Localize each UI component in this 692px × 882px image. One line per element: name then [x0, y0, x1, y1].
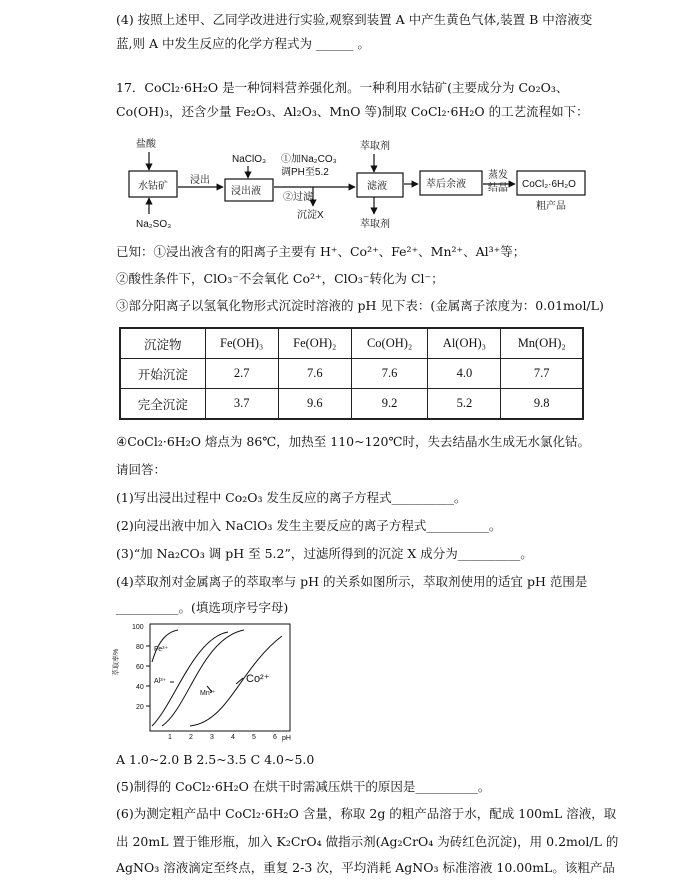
table-cell: 9.2: [351, 389, 428, 420]
label-leachate: 浸出液: [231, 186, 261, 197]
known-4: ④CoCl₂·6H₂O 熔点为 86℃，加热至 110~120℃时，失去结晶水生成无水氯化钴。: [116, 434, 590, 449]
answer-prompt: 请回答：: [116, 462, 167, 477]
xtick: 6: [273, 734, 277, 741]
label-naclo3: NaClO₃: [232, 154, 267, 165]
xtick: 2: [189, 734, 193, 741]
precipitation-ph-table: [119, 327, 584, 420]
table-header-cell: 沉淀物: [120, 328, 205, 359]
question-1: (1)写出浸出过程中 Co₂O₃ 发生反应的离子方程式__________。: [116, 490, 467, 505]
table-cell: 2.7: [205, 359, 278, 389]
table-cell: 7.6: [278, 359, 351, 389]
label-na2so3: Na₂SO₃: [136, 219, 172, 230]
q17-line1: 17．CoCl₂·6H₂O 是一种饲料营养强化剂。一种利用水钴矿(主要成分为 Co₂O₃、: [116, 80, 569, 95]
ytick: 40: [136, 684, 144, 691]
ytick: 20: [136, 704, 144, 711]
question-4-line1: (4)萃取剂对金属离子的萃取率与 pH 的关系如图所示，萃取剂使用的适宜 pH 范围是: [116, 574, 588, 589]
table-cell: 7.6: [351, 359, 428, 389]
table-row: [120, 389, 583, 420]
ytick: 100: [132, 624, 144, 631]
label-extractant-top: 萃取剂: [360, 141, 390, 152]
graph-xlabel: pH: [282, 735, 291, 742]
question-6-line2: 出 20mL 置于锥形瓶，加入 K₂CrO₄ 做指示剂(Ag₂CrO₄ 为砖红色沉淀)，用 0.2mol/L 的: [116, 834, 619, 849]
table-header-cell: Fe(OH)₃: [205, 328, 278, 359]
xtick: 4: [231, 734, 235, 741]
label-hcl: 盐酸: [136, 139, 156, 150]
question-2: (2)向浸出液中加入 NaClO₃ 发生主要反应的离子方程式__________。: [116, 518, 502, 533]
label-extractant-bottom: 萃取剂: [360, 219, 390, 230]
table-cell: 7.7: [501, 359, 583, 389]
table-cell: 完全沉淀: [120, 389, 205, 420]
label-product: CoCl₂·6H₂O: [522, 179, 576, 190]
question-4-line2: __________。(填选项序号字母): [116, 600, 289, 615]
ytick: 60: [136, 664, 144, 671]
options: A 1.0~2.0 B 2.5~3.5 C 4.0~5.0: [116, 752, 315, 767]
label-filtrate: 滤液: [367, 181, 387, 192]
ytick: 80: [136, 644, 144, 651]
label-co: Co²⁺: [246, 673, 270, 685]
xtick: 3: [210, 734, 214, 741]
graph-ylabel: 萃取率%: [113, 648, 120, 676]
label-step1b: 调PH至5.2: [281, 167, 329, 178]
label-leach: 浸出: [190, 175, 210, 186]
q16-4-line2: 蓝,则 A 中发生反应的化学方程式为 ______ 。: [116, 36, 370, 51]
label-crude: 粗产品: [536, 201, 566, 212]
table-cell: 9.6: [278, 389, 351, 420]
label-fe: Fe³⁺: [154, 646, 169, 653]
question-3: (3)“加 Na₂CO₃ 调 pH 至 5.2”，过滤所得到的沉淀 X 成分为__________。: [116, 546, 533, 561]
label-al: Al³⁺: [154, 678, 167, 685]
known-1: 已知：①浸出液含有的阳离子主要有 H⁺、Co²⁺、Fe²⁺、Mn²⁺、Al³⁺等；: [116, 244, 526, 259]
table-cell: 5.2: [428, 389, 501, 420]
question-6-line3: AgNO₃ 溶液滴定至终点，重复 2-3 次，平均消耗 AgNO₃ 标准溶液 10.00mL。该粗产品: [116, 860, 615, 875]
table-header-cell: Co(OH)₂: [351, 328, 428, 359]
extraction-rate-graph: [110, 618, 310, 748]
label-evap2: 结晶: [488, 183, 508, 194]
question-6-line1: (6)为测定粗产品中 CoCl₂·6H₂O 含量，称取 2g 的粗产品溶于水，配成 100mL 溶液，取: [116, 806, 617, 821]
known-3: ③部分阳离子以氢氧化物形式沉淀时溶液的 pH 见下表：(金属离子浓度为：0.01mol/L): [116, 298, 604, 313]
xtick: 1: [168, 734, 172, 741]
xtick: 5: [252, 734, 256, 741]
table-header-cell: Mn(OH)₂: [501, 328, 583, 359]
table-header-row: [120, 328, 583, 359]
label-ore: 水钴矿: [138, 181, 168, 192]
process-flow-diagram: [0, 134, 692, 234]
table-cell: 开始沉淀: [120, 359, 205, 389]
label-step1: ①加Na₂CO₃: [281, 154, 337, 165]
curve-mn: [162, 630, 244, 726]
q17-line2: Co(OH)₃，还含少量 Fe₂O₃、Al₂O₃、MnO 等)制取 CoCl₂·6H₂O 的工艺流程如下：: [116, 104, 589, 119]
table-cell: 9.8: [501, 389, 583, 420]
table-row: [120, 359, 583, 389]
label-residue: 萃后余液: [426, 179, 466, 190]
table-header-cell: Al(OH)₃: [428, 328, 501, 359]
label-precip: 沉淀X: [297, 210, 324, 221]
label-mn: Mn²⁺: [200, 690, 216, 697]
table-cell: 3.7: [205, 389, 278, 420]
question-5: (5)制得的 CoCl₂·6H₂O 在烘干时需减压烘干的原因是__________。: [116, 779, 491, 794]
q16-4-line1: (4) 按照上述甲、乙同学改进进行实验,观察到装置 A 中产生黄色气体,装置 B 中溶液变: [116, 12, 593, 27]
table-header-cell: Fe(OH)₂: [278, 328, 351, 359]
label-step2: ②过滤: [283, 192, 313, 203]
table-cell: 4.0: [428, 359, 501, 389]
known-2: ②酸性条件下，ClO₃⁻不会氧化 Co²⁺，ClO₃⁻转化为 Cl⁻；: [116, 271, 444, 286]
label-evap1: 蒸发: [488, 170, 508, 181]
